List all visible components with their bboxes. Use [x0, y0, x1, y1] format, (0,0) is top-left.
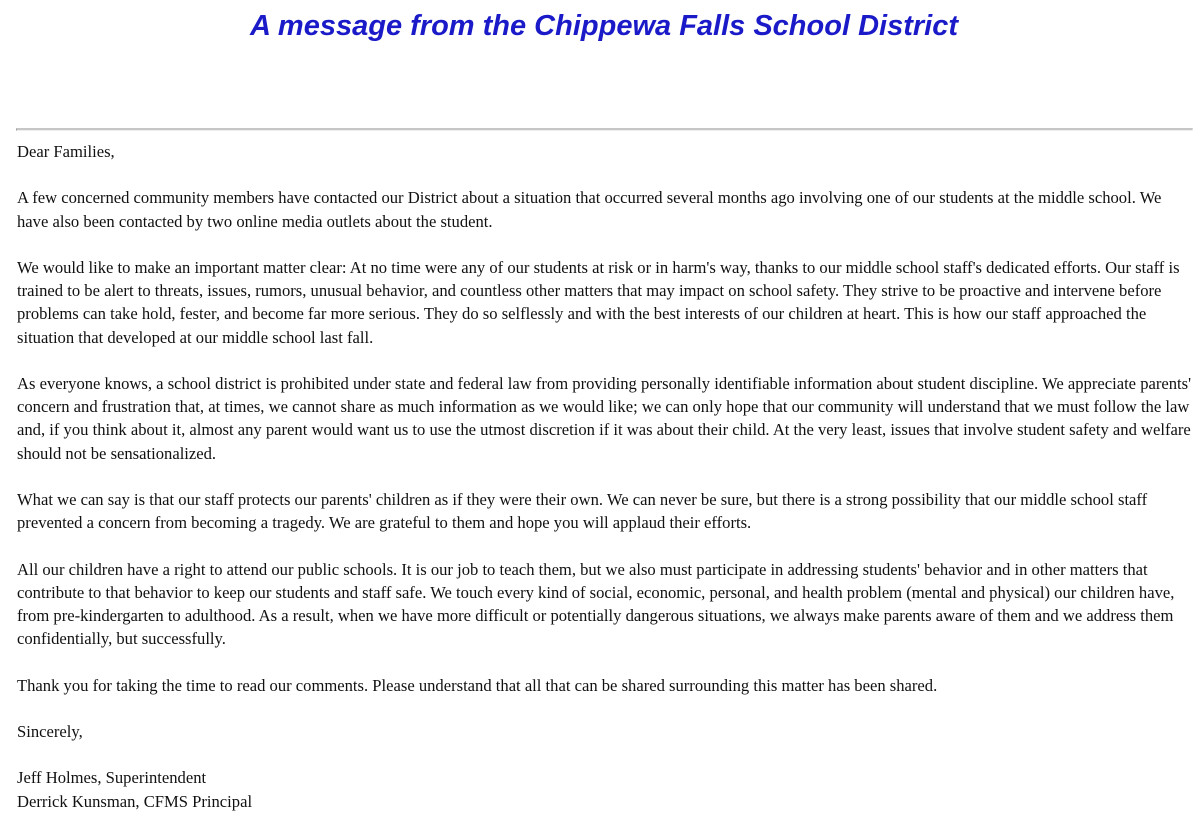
salutation: Dear Families, [17, 142, 115, 161]
signatory-superintendent: Jeff Holmes, Superintendent [17, 768, 207, 788]
letter-paragraph-5: All our children have a right to attend our public schools. It is our job to teach them, but we also must participate in addressing students' behavior and in other matters that contribute to that behavior to keep our students and staff safe. We touch every kind of social, economic, personal, and health problem (mental and physical) our children have, from pre-kindergarten to adulthood. As a result, when we have more difficult or potentially dangerous situations, we always make parents aware of them and we address them confidentially, but successfully. [17, 559, 1175, 649]
horizontal-divider [16, 128, 1193, 131]
letter-paragraph-2: We would like to make an important matter clear: At no time were any of our students at risk or in harm's way, thanks to our middle school staff's dedicated efforts. Our staff is trained to be alert to threats, issues, rumors, unusual behavior, and countless other matters that may impact on school safety. They strive to be proactive and intervene before problems can take hold, fester, and become far more serious. They do so selflessly and with the best interests of our children at heart. This is how our staff approached the situation that developed at our middle school last fall. [17, 257, 1180, 347]
signatory-principal: Derrick Kunsman, CFMS Principal [17, 791, 253, 811]
letter-paragraph-1: A few concerned community members have contacted our District about a situation that occurred several months ago involving one of our students at the middle school. We have also been contacted by two online media outlets about the student. [17, 188, 1162, 231]
signature-block [17, 766, 1195, 812]
letter-paragraph-3: As everyone knows, a school district is prohibited under state and federal law from providing personally identifiable information about student discipline. We appreciate parents' concern and frustration that, at times, we cannot share as much information as we would like; we can only hope that our community will understand that we must follow the law and, if you think about it, almost any parent would want us to use the utmost discretion if it was about their child. At the very least, issues that involve student safety and welfare should not be sensationalized. [17, 373, 1192, 463]
letter-paragraph-6: Thank you for taking the time to read our comments. Please understand that all that can be shared surrounding this matter has been shared. [17, 675, 938, 695]
letter-body [17, 140, 1195, 813]
closing: Sincerely, [17, 721, 83, 741]
letter-paragraph-4: What we can say is that our staff protects our parents' children as if they were their own. We can never be sure, but there is a strong possibility that our middle school staff prevented a concern from becoming a tragedy. We are grateful to them and hope you will applaud their efforts. [17, 489, 1148, 533]
page-title: A message from the Chippewa Falls School District [250, 10, 958, 42]
